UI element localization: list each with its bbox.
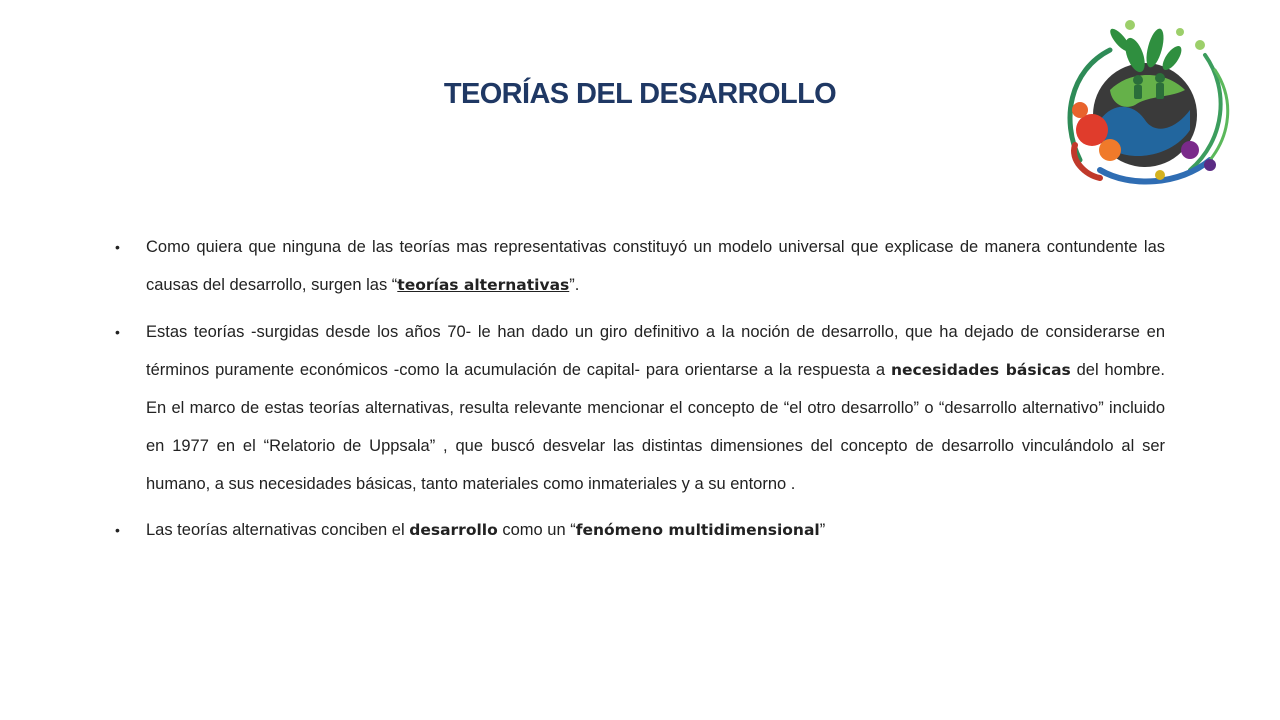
- bullet-text: Estas teorías -surgidas desde los años 70- le han dado un giro definitivo a la noción de desarrollo, que ha dejado de considerarse en términos puramente económicos -como la acumulación de capital- para orientarse a la respuesta a: [146, 323, 1165, 379]
- highlight-necesidades-basicas: necesidades básicas: [890, 361, 1071, 379]
- bullet-text: Las teorías alternativas conciben el: [146, 521, 410, 539]
- bullet-text: del hombre. En el marco de estas teorías alternativas, resulta relevante mencionar el concepto de “el otro desarrollo” o “desarrollo alternativo” incluido en 1977 en el “Relatorio de Uppsala” , que buscó desvelar las distintas dimensiones del concepto de desarrollo vinculándolo al ser humano, a sus necesidades básicas, tanto materiales como inmateriales y a su entorno .: [146, 361, 1166, 493]
- earth-globe-plants-icon: [1040, 10, 1240, 195]
- bullet-list: [115, 228, 1165, 549]
- bullet-item-giro-definitivo: [115, 313, 1165, 503]
- highlight-fenomeno-multidimensional: fenómeno multidimensional: [575, 521, 820, 539]
- bullet-text: Como quiera que ninguna de las teorías mas representativas constituyó un modelo universal que explicase de manera contundente las causas del desarrollo, surgen las “: [146, 238, 1165, 294]
- highlight-teorias-alternativas: teorías alternativas: [397, 276, 570, 294]
- bullet-text: ”.: [569, 276, 580, 294]
- highlight-desarrollo: desarrollo: [409, 521, 498, 539]
- slide-title: TEORÍAS DEL DESARROLLO: [443, 78, 837, 110]
- bullet-item-teorias-alternativas: [115, 228, 1165, 304]
- bullet-text: como un “: [497, 521, 576, 539]
- bullet-text: ”: [819, 521, 826, 539]
- bullet-item-multidimensional: [115, 511, 1165, 549]
